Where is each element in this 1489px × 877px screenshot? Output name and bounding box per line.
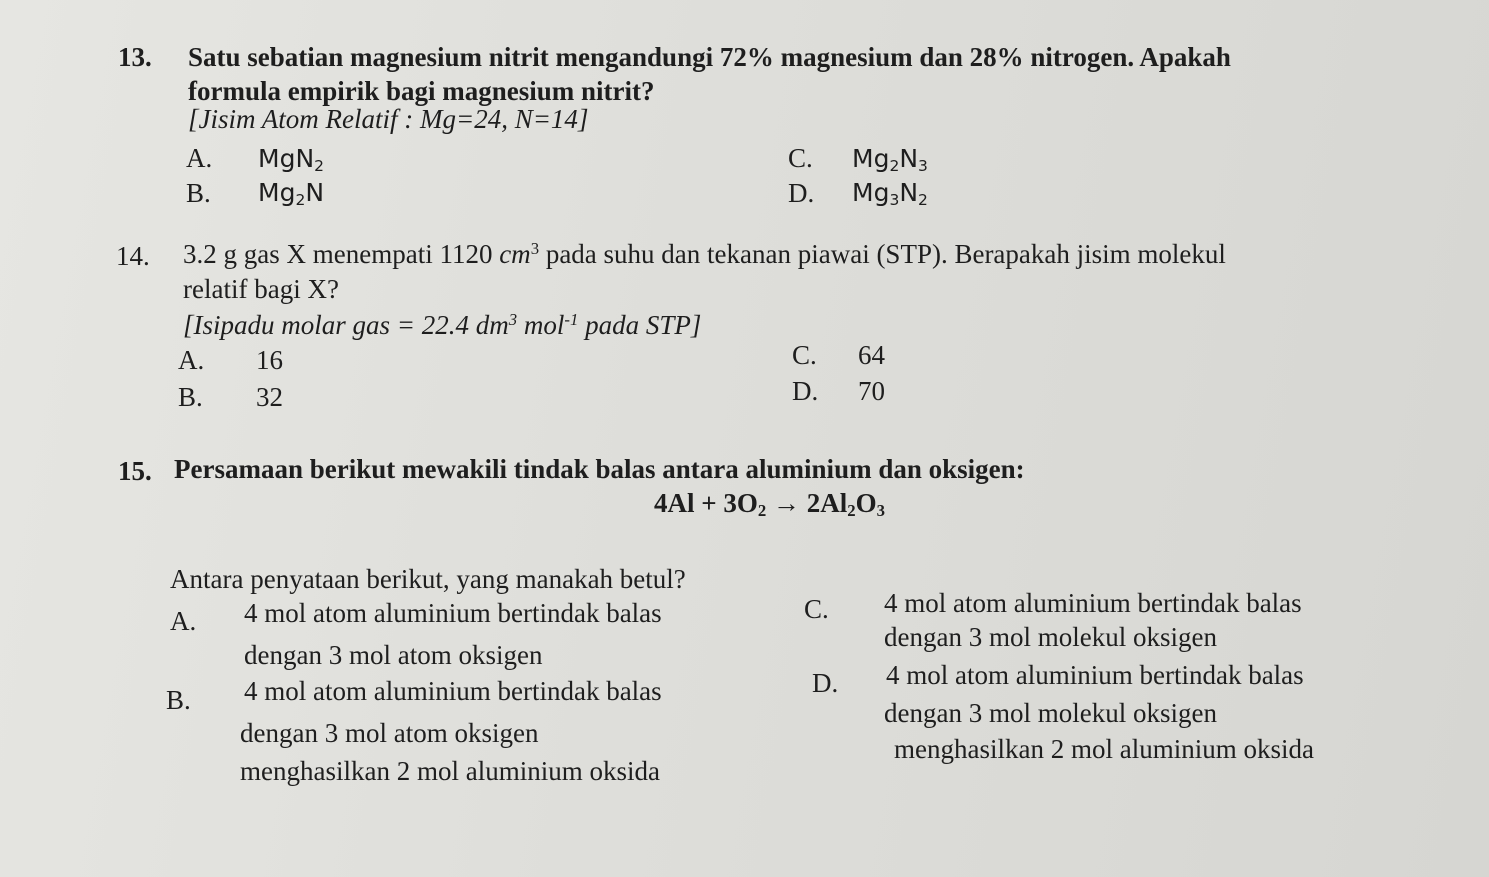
q13-data-line	[188, 106, 588, 133]
q13-data-values: Mg=24, N=14	[419, 104, 578, 134]
q15-option-b-line3: menghasilkan 2 mol aluminium oksida	[240, 756, 660, 786]
q13-option-c-formula: $Mg_2N_3$	[852, 144, 928, 175]
q14-option-a-letter: A.	[178, 345, 205, 375]
q15-option-b-line2: dengan 3 mol atom oksigen	[240, 718, 539, 748]
q13-number: 13.	[118, 42, 152, 72]
q14-option-a-value: 16	[256, 345, 283, 375]
q15-option-b-line1: 4 mol atom aluminium bertindak balas	[244, 676, 662, 706]
q15-option-a-line1: 4 mol atom aluminium bertindak balas	[244, 598, 662, 628]
q14-option-c-value: 64	[858, 340, 885, 370]
q15-number: 15.	[118, 456, 152, 486]
q14-option-d-value: 70	[858, 376, 885, 406]
q13-option-a-letter: A.	[186, 143, 213, 173]
q13-option-d-letter: D.	[788, 178, 815, 208]
q14-option-b-value: 32	[256, 382, 283, 412]
q13-option-d-formula: $Mg_3N_2$	[852, 178, 928, 209]
q13-option-a-formula: MgN$_2$	[258, 144, 325, 175]
q15-option-d-line2: dengan 3 mol molekul oksigen	[884, 698, 1217, 728]
q15-option-c-letter: C.	[804, 594, 829, 624]
q15-option-c-line2: dengan 3 mol molekul oksigen	[884, 622, 1217, 652]
q15-option-a-line2: dengan 3 mol atom oksigen	[244, 640, 543, 670]
q14-data-line: [Isipadu molar gas = 22.4 $dm^3$ mol$^{-1}$ pada STP]	[183, 310, 702, 341]
q14-option-d-letter: D.	[792, 376, 819, 406]
q13-text-line1: Satu sebatian magnesium nitrit mengandungi 72% magnesium dan 28% nitrogen. Apakah	[188, 42, 1231, 72]
q14-option-b-letter: B.	[178, 382, 203, 412]
q14-number: 14.	[116, 241, 150, 271]
q15-option-c-line1: 4 mol atom aluminium bertindak balas	[884, 588, 1302, 618]
q13-option-b-letter: B.	[186, 178, 211, 208]
q15-equation: $4Al + 3O_2 \to 2Al_2O_3$	[654, 488, 886, 521]
q15-option-b-letter: B.	[166, 685, 191, 715]
q13-data-prefix: [Jisim Atom Relatif :	[188, 104, 420, 134]
q13-option-b-formula: $Mg_2N$	[258, 178, 325, 209]
q15-option-d-letter: D.	[812, 668, 839, 698]
q13-data-suffix: ]	[577, 104, 589, 134]
q15-question: Antara penyataan berikut, yang manakah betul?	[170, 564, 686, 594]
q13-text-line2: formula empirik bagi magnesium nitrit?	[188, 76, 655, 106]
q14-option-c-letter: C.	[792, 340, 817, 370]
q15-option-d-line1: 4 mol atom aluminium bertindak balas	[886, 660, 1304, 690]
q14-text-line1: 3.2 g gas X menempati 1120 $cm^3$ pada suhu dan tekanan piawai (STP). Berapakah jisim molekul	[183, 239, 1226, 270]
q15-option-d-line3: menghasilkan 2 mol aluminium oksida	[894, 734, 1314, 764]
q13-option-c-letter: C.	[788, 143, 813, 173]
q15-option-a-letter: A.	[170, 606, 197, 636]
q14-text-line2: relatif bagi X?	[183, 274, 339, 304]
q15-text-line1: Persamaan berikut mewakili tindak balas antara aluminium dan oksigen:	[174, 454, 1025, 484]
